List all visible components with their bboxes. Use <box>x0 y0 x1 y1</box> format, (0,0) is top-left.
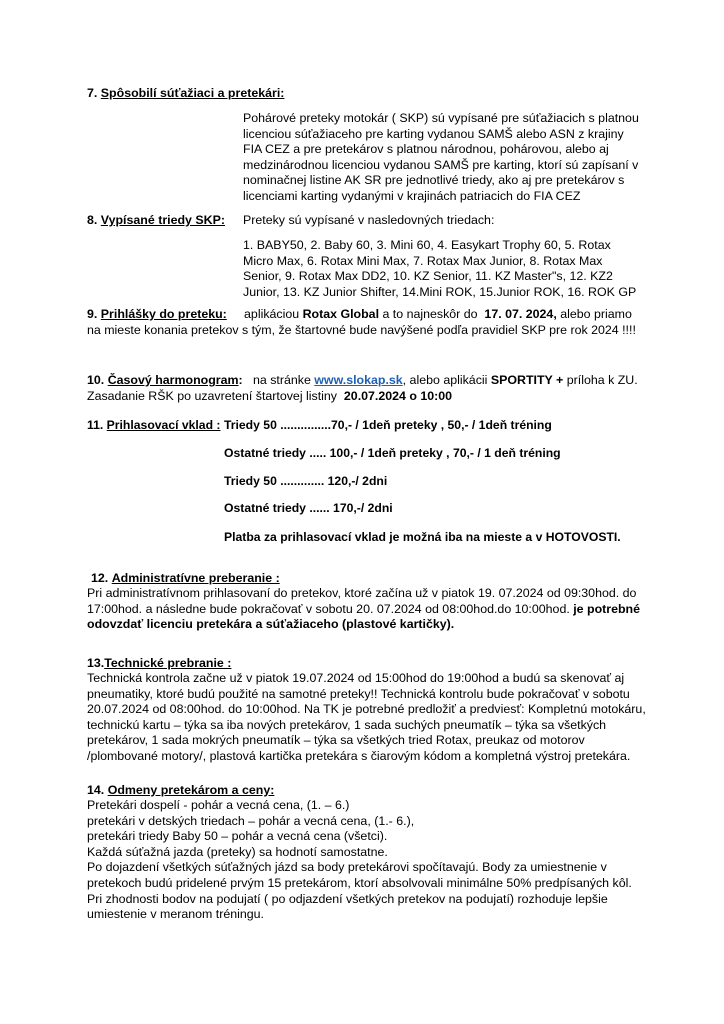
section-10-title: Časový harmonogram <box>107 373 239 387</box>
section-9: 9. Prihlášky do preteku: aplikáciou Rotax Global a to najneskôr do 17. 07. 2024, alebo priamo na mieste konania pretekov s tým, že štartovné bude navýšené podľa pravidiel SKP pre rok 2024 !!!! <box>87 307 636 337</box>
section-7-body: Pohárové preteky motokár ( SKP) sú vypísané pre súťažiacich s platnou licenciou súťažiaceho pre karting vydanou SAMŠ alebo ASN z krajiny FIA CEZ a pre pretekárov s platnou národnou, pohárovou, alebo aj medzinárodnou licenciou vydanou SAMŠ pre karting, ktorí sú zapísaní v nominačnej listine AK SR pre jednotlivé triedy, ako aj pre pretekárov s licenciami karting vydanými v krajinách patriacich do FIA CEZ <box>243 111 639 203</box>
section-7-title: Spôsobilí súťažiaci a pretekári: <box>100 86 285 100</box>
section-13-heading: 13.Technické prebranie : <box>87 656 232 670</box>
section-9-title: Prihlášky do preteku: <box>100 307 227 321</box>
section-14-title: Odmeny pretekárom a ceny: <box>107 783 275 797</box>
fee-row-4: Ostatné triedy ...... 170,-/ 2dni <box>224 501 393 515</box>
section-14-heading: 14. Odmeny pretekárom a ceny: <box>87 783 275 797</box>
section-12-heading: 12. Administratívne preberanie : <box>91 571 280 585</box>
section-13-body: Technická kontrola začne už v piatok 19.07.2024 od 15:00hod do 19:00hod a budú sa skenovať aj pneumatiky, ktoré budú použité na samotné preteky!! Technická kontrolu bude pokračovať v sobotu 20.07.2024 od 08:00hod. do 10:00hod. Na TK je potrebné predložiť a predviesť: Kompletnú motokáru, technickú kartu – týka sa iba nových pretekárov, 1 sada suchých pneumatík – týka sa všetkých pretekárov, 1 sada mokrých pneumatík – týka sa všetkých tried Rotax, preukaz od motorov /plombované motory/, plastová kartička pretekára s čiarovým kódom a kompletná výstroj pretekára. <box>87 671 646 763</box>
section-8-heading: 8. Vypísané triedy SKP: <box>87 213 225 227</box>
fee-row-2: Ostatné triedy ..... 100,- / 1deň preteky , 70,- / 1 deň tréning <box>224 446 561 460</box>
section-11-heading: 11. Prihlasovací vklad : <box>87 418 221 432</box>
fee-payment-note: Platba za prihlasovací vklad je možná iba na mieste a v HOTOVOSTI. <box>224 530 621 544</box>
section-12-title: Administratívne preberanie : <box>111 571 280 585</box>
fee-row-1: Triedy 50 ...............70,- / 1deň preteky , 50,- / 1deň tréning <box>224 418 552 432</box>
section-8-classes: 1. BABY50, 2. Baby 60, 3. Mini 60, 4. Easykart Trophy 60, 5. Rotax Micro Max, 6. Rotax Mini Max, 7. Rotax Max Junior, 8. Rotax Max Senior, 9. Rotax Max DD2, 10. KZ Senior, 11. KZ Master"s, 12. KZ2 Junior, 13. KZ Junior Shifter, 14.Mini ROK, 15.Junior ROK, 16. ROK GP <box>243 238 637 299</box>
section-8-intro: Preteky sú vypísané v nasledovných triedach: <box>243 213 495 227</box>
section-13-title: Technické prebranie : <box>104 656 232 670</box>
section-8-title: Vypísané triedy SKP: <box>100 213 225 227</box>
section-12-body: Pri administratívnom prihlasovaní do pretekov, ktoré začína už v piatok 19. 07.2024 od 09:30hod. do 17:00hod. a následne bude pokračovať v sobotu 20. 07.2024 od 08:00hod.do 10:00hod. je potrebné odovzdať licenciu pretekára a súťažiaceho (plastové kartičky). <box>87 586 641 632</box>
section-11-title: Prihlasovací vklad : <box>106 418 221 432</box>
slokap-link[interactable]: www.slokap.sk <box>314 373 403 387</box>
fee-row-3: Triedy 50 ............. 120,-/ 2dni <box>224 474 388 488</box>
section-10: 10. Časový harmonogram: na stránke www.slokap.sk, alebo aplikácii SPORTITY + príloha k ZU. Zasadanie RŠK po uzavretení štartovej listiny 20.07.2024 o 10:00 <box>87 373 638 403</box>
section-7-heading: 7. Spôsobilí súťažiaci a pretekári: <box>87 86 285 100</box>
section-14-body: Pretekári dospelí - pohár a vecná cena, (1. – 6.) pretekári v detských triedach – pohár a vecná cena, (1.- 6.), pretekári triedy Baby 50 – pohár a vecná cena (všetci). Každá súťažná jazda (preteky) sa hodnotí samostatne. Po dojazdení všetkých súťažných jázd sa body pretekárovi spočítavajú. Body za umiestnenie v pretekoch budú pridelené prvým 15 pretekárom, ktorí absolvovali minimálne 50% predpísaných kôl. Pri zhodnosti bodov na podujatí ( po odjazdení všetkých pretekov na podujatí) rozhoduje lepšie umiestenie v meranom tréningu. <box>87 798 632 922</box>
